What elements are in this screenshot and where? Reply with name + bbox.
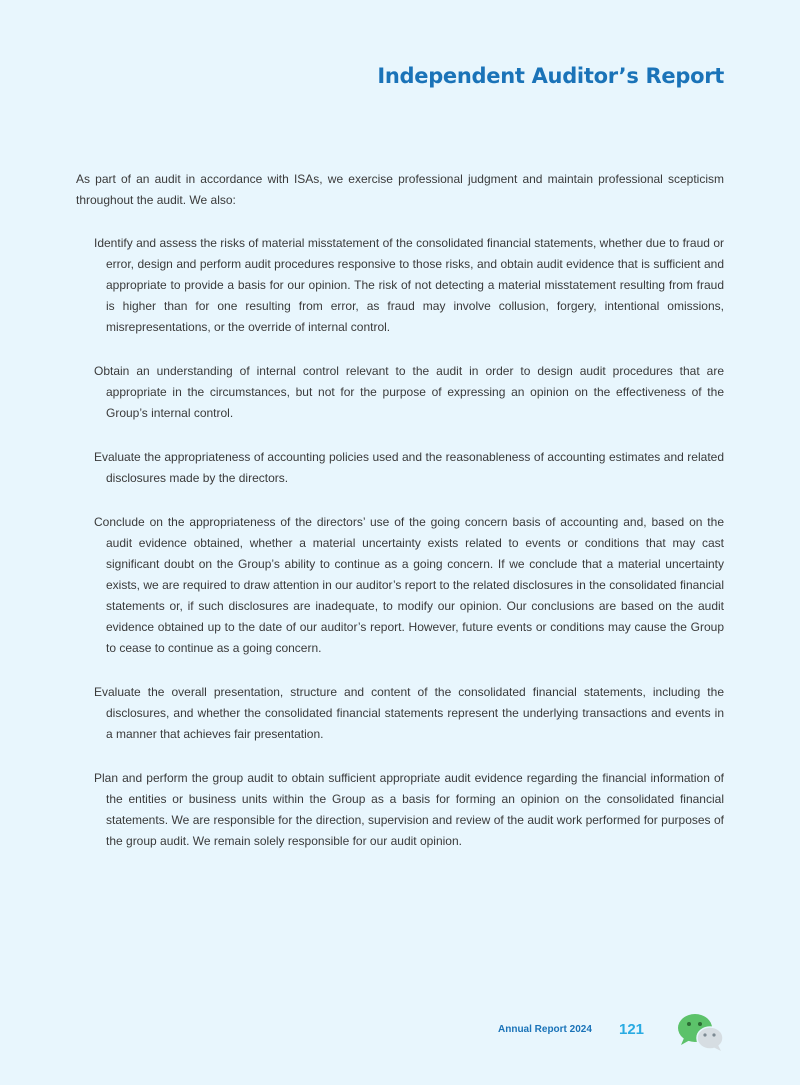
list-item: Identify and assess the risks of material misstatement of the consolidated financial statements, whether due to fraud or error, design and perform audit procedures responsive to those risks, and obtain audit evidence that is sufficient and appropriate to provide a basis for our opinion. The risk of not detecting a material misstatement resulting from fraud is higher than for one resulting from error, as fraud may involve collusion, forgery, intentional omissions, misrepresentations, or the override of internal control. — [94, 236, 724, 334]
footer-report-label: Annual Report 2024 — [498, 1024, 592, 1035]
list-item: Evaluate the overall presentation, structure and content of the consolidated financial statements, including the disclosures, and whether the consolidated financial statements represent the underlying transactions and events in a manner that achieves fair presentation. — [94, 685, 724, 741]
list-item: Obtain an understanding of internal control relevant to the audit in order to design audit procedures that are appropriate in the circumstances, but not for the purpose of expressing an opinion on the effectiveness of the Group’s internal control. — [94, 364, 724, 420]
intro-paragraph: As part of an audit in accordance with ISAs, we exercise professional judgment and maintain professional scepticism throughout the audit. We also: — [76, 172, 724, 207]
audit-procedures-list — [94, 233, 724, 875]
wechat-icon — [676, 1012, 726, 1052]
list-item: Conclude on the appropriateness of the directors’ use of the going concern basis of accounting and, based on the audit evidence obtained, whether a material uncertainty exists related to events or conditions that may cast significant doubt on the Group’s ability to continue as a going concern. If we conclude that a material uncertainty exists, we are required to draw attention in our auditor’s report to the related disclosures in the consolidated financial statements or, if such disclosures are inadequate, to modify our opinion. Our conclusions are based on the audit evidence obtained up to the date of our auditor’s report. However, future events or conditions may cause the Group to cease to continue as a going concern. — [94, 515, 724, 655]
page-number: 121 — [619, 1021, 645, 1038]
list-item: Plan and perform the group audit to obtain sufficient appropriate audit evidence regarding the financial information of the entities or business units within the Group as a basis for forming an opinion on the consolidated financial statements. We are responsible for the direction, supervision and review of the audit work performed for purposes of the group audit. We remain solely responsible for our audit opinion. — [94, 771, 724, 848]
page-title: Independent Auditor’s Report — [377, 64, 724, 88]
list-item: Evaluate the appropriateness of accounting policies used and the reasonableness of accounting estimates and related disclosures made by the directors. — [94, 450, 724, 485]
